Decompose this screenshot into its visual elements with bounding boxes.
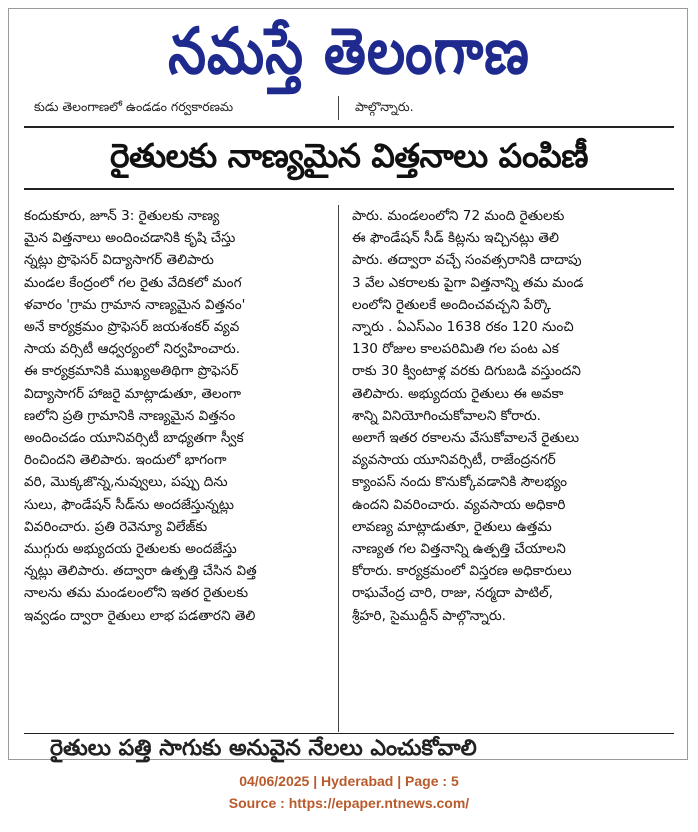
next-article-cut-headline (50, 736, 620, 761)
article-line: రాకు 30 క్వింటాళ్ల వరకు దిగుబడి వస్తుందని (352, 363, 581, 380)
article-line: పారు. మండలంలోని 72 మంది రైతులకు (352, 208, 565, 224)
article-line: న్నట్లు ప్రొఫెసర్ విద్యాసాగర్ తెలిపారు (24, 252, 214, 269)
article-line: రించిందని తెలిపారు. ఇందులో భాగంగా (24, 452, 227, 469)
article-line: నాణ్యత గల విత్తనాన్ని ఉత్పత్తి చేయాలని (352, 541, 566, 558)
newspaper-masthead: నమస్తే తెలంగాణ (168, 14, 530, 89)
article-line: వరి, మొక్కజొన్న,నువ్వులు, పప్పు దిను (24, 474, 228, 491)
article-line: లంలోని రైతులకే అందించవచ్చని పేర్కొ (352, 296, 551, 313)
article-line: ఉందని వివరించారు. వ్యవసాయ అధికారి (352, 496, 566, 513)
footer-source: Source : https://epaper.ntnews.com/ (228, 795, 470, 811)
previous-article-fragment-left: కుడు తెలంగాణలో ఉండడం గర్వకారణమ (34, 99, 234, 114)
article-line: ణలోని ప్రతి గ్రామానికి నాణ్యమైన విత్తనం (24, 407, 236, 424)
footer-date-edition: 04/06/2025 | Hyderabad | Page : 5 (239, 773, 459, 789)
article-line: కోరారు. కార్యక్రమంలో విస్తరణ అధికారులు (352, 563, 572, 580)
article-line: ఈ ఫౌండేషన్ సీడ్ కిట్లను ఇచ్చినట్లు తెలి (352, 230, 559, 247)
article-line: 3 వేల ఎకరాలకు పైగా విత్తనాన్ని తమ మండ (352, 274, 584, 291)
article-line: తెలిపారు. అభ్యుదయ రైతులు ఈ అవకా (352, 385, 564, 402)
article-line: ళవారం 'గ్రామ గ్రామాన నాణ్యమైన విత్తనం' (24, 296, 246, 313)
article-column-right (352, 205, 668, 627)
article-line: సులు, ఫౌండేషన్ సీడ్‌ను అందజేస్తున్నట్లు (24, 496, 234, 513)
column-divider (338, 205, 339, 732)
article-line: నాలను తమ మండలంలోని ఇతర రైతులకు (24, 585, 249, 602)
article-line: అలాగే ఇతర రకాలను వేసుకోవాలనే రైతులు (352, 430, 580, 447)
article-line: న్నట్లు తెలిపారు. తద్వారా ఉత్పత్తి చేసిన విత్త (24, 563, 257, 580)
article-line: లావణ్య మాట్లాడుతూ, రైతులు ఉత్తమ (352, 518, 552, 535)
article-headline: రైతులకు నాణ్యమైన విత్తనాలు పంపిణీ (109, 136, 589, 175)
article-line: వ్యవసాయ యూనివర్సిటీ, రాజేంద్రనగర్ (352, 452, 556, 469)
headline-top-rule (24, 126, 674, 128)
article-line: వివరించారు. ప్రతి రెవెన్యూ విలేజ్‌కు (24, 518, 208, 535)
article-column-left (24, 205, 330, 627)
article-line: మండల కేంద్రంలో గల రైతు వేదికలో మంగ (24, 274, 242, 291)
article-line: రాఘవేంద్ర చారి, రాజు, నర్మదా పాటిల్, (352, 585, 553, 602)
top-column-divider (338, 96, 339, 120)
article-line: న్నారు . ఏఎస్ఎం 1638 రకం 120 నుంచి (352, 319, 574, 336)
previous-article-fragment-right: పాల్గొన్నారు. (355, 99, 414, 114)
article-line: అందించడం యూనివర్సిటీ బాధ్యతగా స్వీక (24, 430, 244, 447)
article-line: ఈ కార్యక్రమానికి ముఖ్యఅతిథిగా ప్రొఫెసర్ (24, 363, 239, 380)
article-line: మైన విత్తనాలు అందించడానికి కృషి చేస్తు (24, 230, 236, 247)
article-line: కందుకూరు, జూన్ 3: రైతులకు నాణ్య (24, 208, 220, 224)
headline-bottom-rule (24, 188, 674, 190)
article-bottom-rule (24, 733, 674, 734)
article-line: విద్యాసాగర్ హాజరై మాట్లాడుతూ, తెలంగా (24, 385, 242, 402)
article-line: శాన్ని వినియోగించుకోవాలని కోరారు. (352, 407, 542, 424)
article-line: అనే కార్యక్రమం ప్రొఫెసర్ జయశంకర్ వ్యవ (24, 319, 240, 336)
article-line: శ్రీహరి, సైముద్దీన్ పాల్గొన్నారు. (352, 607, 506, 624)
article-line: క్యాంపస్ నందు కొనుక్కోవడానికి సౌలభ్యం (352, 474, 568, 491)
article-line: ముగ్గురు అభ్యుదయ రైతులకు అందజేస్తు (24, 541, 237, 558)
article-line: ఇవ్వడం ద్వారా రైతులు లాభ పడతారని తెలి (24, 607, 256, 624)
article-line: పారు. తద్వారా వచ్చే సంవత్సరానికి దాదాపు (352, 252, 582, 269)
next-article-text: రైతులు పత్తి సాగుకు అనువైన నేలలు ఎంచుకోవాలి (50, 736, 477, 761)
article-line: 130 రోజుల కాలపరిమితి గల పంట ఎక (352, 341, 559, 358)
article-line: సాయ వర్సిటీ ఆధ్వర్యంలో నిర్వహించారు. (24, 341, 241, 358)
